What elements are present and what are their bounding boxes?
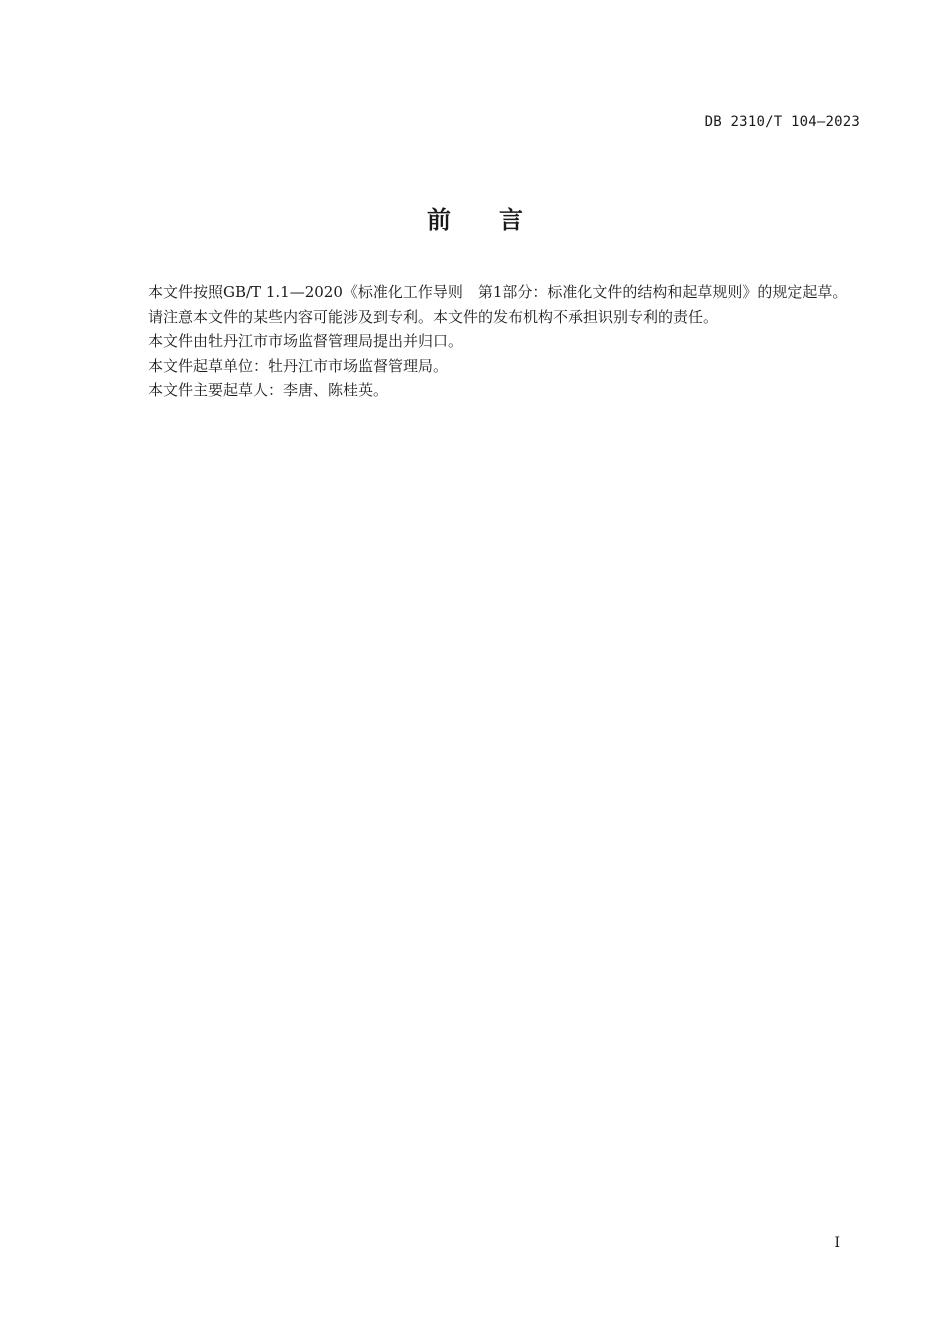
paragraph-proposer: 本文件由牡丹江市市场监督管理局提出并归口。 [148, 332, 464, 350]
paragraph-drafters: 本文件主要起草人：李唐、陈桂英。 [148, 381, 389, 399]
paragraph-patent-notice: 请注意本文件的某些内容可能涉及到专利。本文件的发布机构不承担识别专利的责任。 [148, 307, 719, 326]
document-code: DB 2310/T 104—2023 [704, 114, 860, 130]
foreword-body [114, 280, 860, 403]
page-title: 前言 [427, 206, 571, 234]
paragraph-drafting-unit: 本文件起草单位：牡丹江市市场监督管理局。 [148, 356, 449, 375]
page-number: I [834, 1235, 840, 1251]
paragraph-drafting-basis: 本文件按照GB/T 1.1—2020《标准化工作导则 第1部分：标准化文件的结构和起草规则》的规定起草。 [148, 283, 848, 301]
